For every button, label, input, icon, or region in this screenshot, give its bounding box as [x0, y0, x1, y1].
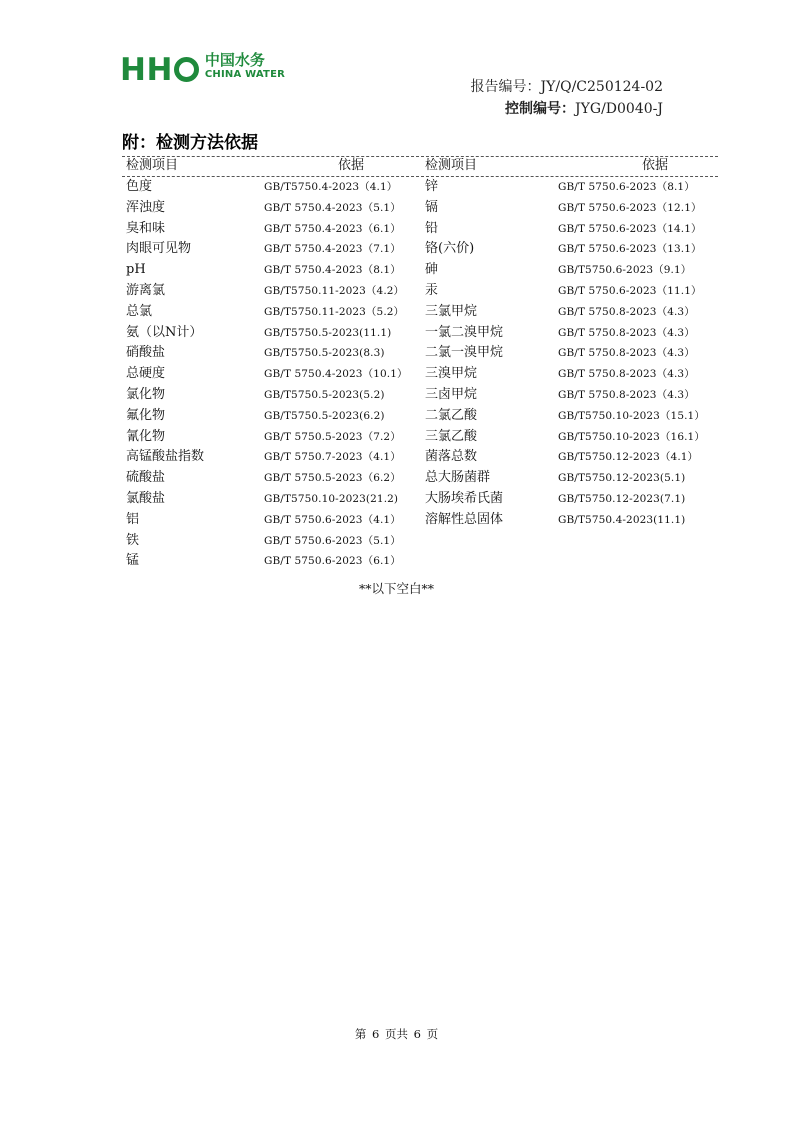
control-number-value: JYG/D0040-J	[575, 101, 663, 117]
table-row	[122, 177, 718, 198]
logo-english-name: CHINA WATER	[204, 69, 286, 80]
cell-item-left: 氯酸盐	[126, 490, 166, 506]
table-row	[122, 385, 718, 406]
table-row	[122, 239, 718, 260]
cell-basis-right: GB/T5750.12-2023(5.1)	[558, 472, 686, 485]
cell-item-left: 肉眼可见物	[126, 241, 192, 257]
cell-basis-left: GB/T5750.5-2023(6.2)	[264, 409, 385, 422]
cell-item-right: 大肠埃希氏菌	[425, 490, 504, 506]
cell-item-right: 三溴甲烷	[425, 366, 478, 382]
cell-item-left: 色度	[126, 179, 153, 194]
header-basis-2: 依据	[642, 158, 669, 173]
table-row	[122, 260, 718, 281]
header-basis-1: 依据	[338, 158, 365, 173]
section-title: 附：检测方法依据	[122, 133, 258, 153]
company-logo	[120, 52, 285, 90]
cell-item-right: 三氯甲烷	[425, 303, 478, 319]
cell-item-left: 锰	[126, 553, 140, 569]
cell-basis-left: GB/T5750.5-2023(5.2)	[264, 388, 385, 401]
cell-basis-right: GB/T 5750.8-2023（4.3）	[558, 388, 695, 401]
cell-basis-right: GB/T 5750.8-2023（4.3）	[558, 326, 695, 339]
table-row	[122, 447, 718, 468]
cell-item-left: 氟化物	[126, 407, 166, 423]
control-number	[505, 98, 663, 118]
header-item-2: 检测项目	[425, 158, 478, 173]
table-row	[122, 510, 718, 531]
cell-basis-left: GB/T5750.11-2023（4.2）	[264, 284, 405, 297]
cell-item-left: 硝酸盐	[126, 345, 166, 361]
cell-basis-right: GB/T 5750.6-2023（14.1）	[558, 222, 702, 235]
cell-item-right: 一氯二溴甲烷	[425, 324, 504, 340]
table-row	[122, 219, 718, 240]
table-row	[122, 468, 718, 489]
cell-item-right: 三卤甲烷	[425, 386, 478, 402]
cell-basis-left: GB/T 5750.4-2023（5.1）	[264, 201, 401, 214]
cell-basis-right: GB/T 5750.8-2023（4.3）	[558, 347, 695, 360]
table-row	[122, 343, 718, 364]
cell-basis-right: GB/T 5750.8-2023（4.3）	[558, 368, 695, 381]
cell-item-left: pH	[126, 262, 146, 278]
cell-basis-right: GB/T 5750.6-2023（13.1）	[558, 243, 702, 256]
cell-basis-left: GB/T 5750.4-2023（8.1）	[264, 264, 401, 277]
cell-basis-left: GB/T 5750.6-2023（5.1）	[264, 534, 401, 547]
table-row	[122, 551, 718, 572]
cell-basis-right: GB/T5750.10-2023（15.1）	[558, 409, 705, 422]
cell-basis-left: GB/T 5750.6-2023（4.1）	[264, 513, 401, 526]
cell-item-right: 二氯乙酸	[425, 407, 478, 423]
cell-basis-right: GB/T 5750.8-2023（4.3）	[558, 305, 695, 318]
table-row	[122, 281, 718, 302]
table-row	[122, 302, 718, 323]
cell-basis-left: GB/T 5750.4-2023（6.1）	[264, 222, 401, 235]
cell-item-right: 锌	[425, 179, 439, 194]
cell-basis-right: GB/T 5750.6-2023（8.1）	[558, 181, 695, 193]
cell-basis-left: GB/T 5750.6-2023（6.1）	[264, 555, 401, 568]
cell-item-left: 总氯	[126, 303, 153, 319]
cell-item-left: 硫酸盐	[126, 470, 166, 486]
page-footer: 第 6 页共 6 页	[354, 1027, 439, 1041]
cell-basis-left: GB/T 5750.5-2023（6.2）	[264, 472, 401, 485]
cell-item-left: 总硬度	[126, 366, 166, 382]
cell-basis-right: GB/T5750.10-2023（16.1）	[558, 430, 705, 443]
logo-text	[205, 52, 285, 81]
cell-basis-left: GB/T5750.5-2023(8.3)	[264, 347, 385, 360]
cell-basis-left: GB/T5750.11-2023（5.2）	[264, 305, 405, 318]
cell-item-right: 汞	[425, 282, 439, 298]
table-row	[122, 406, 718, 427]
cell-item-left: 高锰酸盐指数	[126, 449, 205, 465]
table-header-row	[122, 156, 718, 177]
table-row	[122, 323, 718, 344]
cell-basis-left: GB/T 5750.5-2023（7.2）	[264, 430, 401, 443]
cell-item-left: 氰化物	[126, 428, 166, 444]
cell-item-left: 氯化物	[126, 386, 166, 402]
cell-basis-left: GB/T 5750.7-2023（4.1）	[264, 451, 401, 464]
logo-mark: HH	[120, 52, 199, 88]
cell-basis-left: GB/T 5750.4-2023（10.1）	[264, 368, 408, 381]
header-item-1: 检测项目	[126, 158, 179, 173]
table-row	[122, 364, 718, 385]
cell-item-right: 三氯乙酸	[425, 428, 478, 444]
cell-item-left: 铝	[126, 511, 140, 527]
cell-basis-right: GB/T5750.12-2023（4.1）	[558, 451, 699, 464]
logo-o-ring	[174, 57, 199, 82]
table-row	[122, 427, 718, 448]
cell-item-right: 菌落总数	[425, 449, 478, 465]
cell-basis-right: GB/T 5750.6-2023（12.1）	[558, 201, 702, 214]
table-row	[122, 198, 718, 219]
cell-basis-left: GB/T5750.10-2023(21.2)	[264, 492, 399, 505]
cell-item-right: 镉	[425, 199, 439, 215]
cell-basis-left: GB/T5750.5-2023(11.1)	[264, 326, 392, 339]
cell-basis-left: GB/T5750.4-2023（4.1）	[264, 181, 398, 193]
logo-chinese-name: 中国水务	[204, 51, 265, 69]
cell-item-right: 溶解性总固体	[425, 511, 504, 527]
cell-item-right: 铬(六价)	[425, 241, 475, 257]
cell-item-left: 铁	[126, 532, 140, 548]
table-row	[122, 531, 718, 552]
table-body	[122, 177, 718, 572]
cell-basis-left: GB/T 5750.4-2023（7.1）	[264, 243, 401, 256]
cell-item-left: 臭和味	[126, 220, 166, 236]
report-number: 报告编号：JY/Q/C250124-02	[470, 79, 663, 95]
cell-item-right: 二氯一溴甲烷	[425, 345, 504, 361]
cell-item-left: 氨（以N计）	[126, 324, 203, 340]
table-row	[122, 489, 718, 510]
cell-item-right: 铅	[425, 220, 439, 236]
control-number-label: 控制编号：	[505, 101, 576, 117]
cell-basis-right: GB/T5750.6-2023（9.1）	[558, 264, 692, 277]
cell-basis-right: GB/T 5750.6-2023（11.1）	[558, 284, 702, 297]
cell-item-right: 总大肠菌群	[425, 470, 491, 486]
blank-below-note: **以下空白**	[358, 581, 434, 596]
method-basis-table	[122, 156, 718, 572]
cell-item-left: 浑浊度	[126, 199, 166, 215]
cell-basis-right: GB/T5750.4-2023(11.1)	[558, 513, 686, 526]
cell-item-right: 砷	[425, 262, 439, 278]
cell-item-left: 游离氯	[126, 282, 166, 298]
cell-basis-right: GB/T5750.12-2023(7.1)	[558, 492, 686, 505]
